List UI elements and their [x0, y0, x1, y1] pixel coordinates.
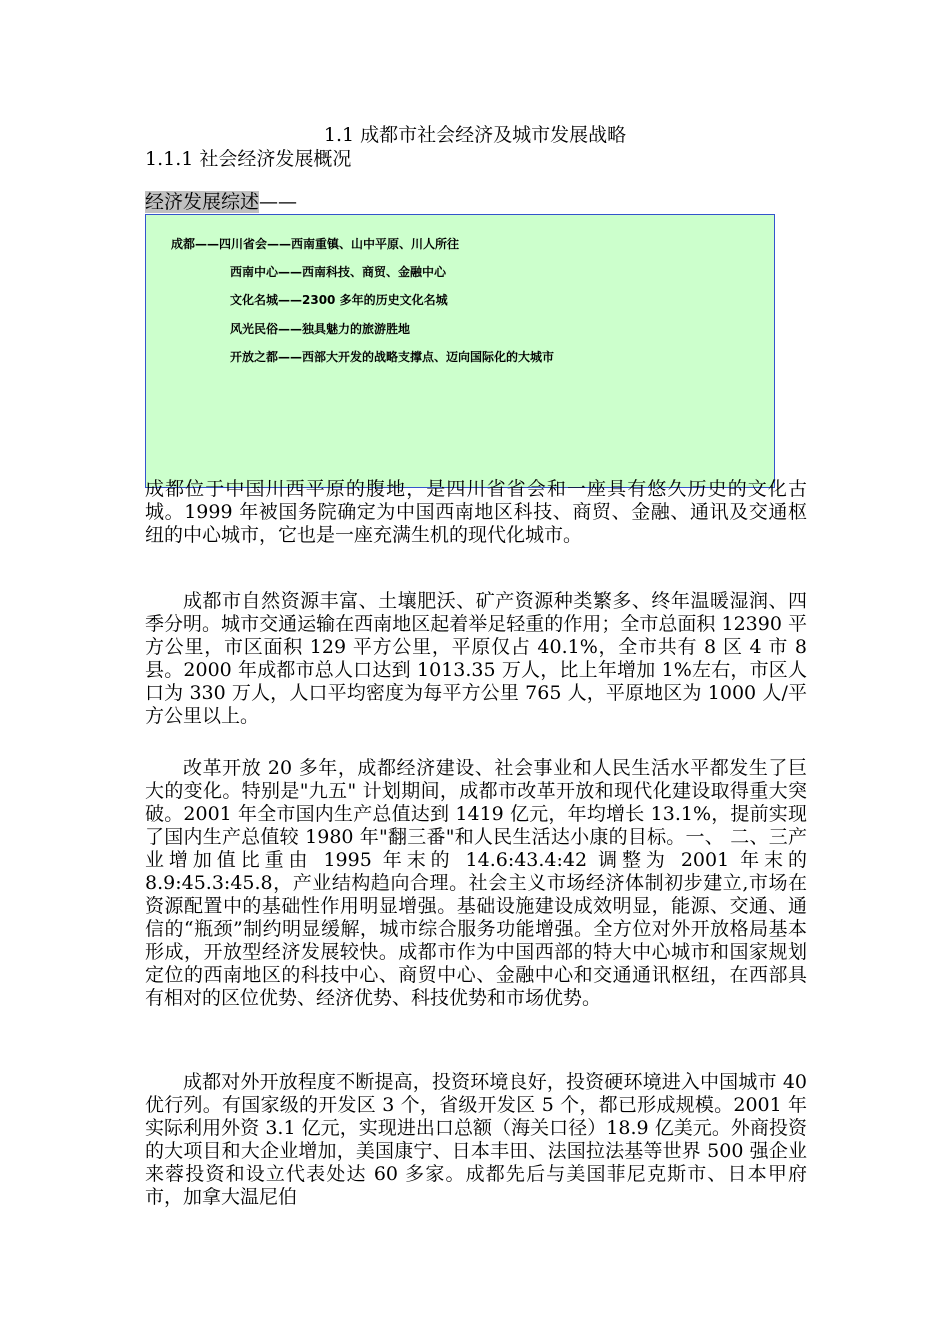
summary-line: 风光民俗——独具魅力的旅游胜地 [230, 322, 411, 336]
summary-box [145, 214, 775, 488]
summary-line: 西南中心——西南科技、商贸、金融中心 [230, 265, 447, 279]
summary-line: 开放之都——西部大开发的战略支撑点、迈向国际化的大城市 [230, 350, 555, 364]
section-label [145, 190, 297, 214]
paragraph: 成都市自然资源丰富、土壤肥沃、矿产资源种类繁多、终年温暖湿润、四季分明。城市交通运输在西南地区起着举足轻重的作用；全市总面积 12390 平方公里，市区面积 129 平方公里，平原仅占 40.1%，全市共有 8 区 4 市 8 县。2000 年成都市总人口达到 1013.35 万人，比上年增加 1%左右，市区人口为 330 万人，人口平均密度为每平方公里 765 人，平原地区为 1000 人/平方公里以上。 [145, 590, 807, 727]
paragraph: 成都位于中国川西平原的腹地，是四川省省会和一座具有悠久历史的文化古城。1999 年被国务院确定为中国西南地区科技、商贸、金融、通讯及交通枢纽的中心城市，它也是一座充满生机的现代化城市。 [145, 478, 807, 546]
page-title: 1.1 成都市社会经济及城市发展战略 [323, 124, 627, 146]
section-label-dash: —— [259, 191, 298, 213]
section-label-highlight: 经济发展综述 [145, 191, 260, 213]
paragraph: 改革开放 20 多年，成都经济建设、社会事业和人民生活水平都发生了巨大的变化。特别是"九五" 计划期间，成都市改革开放和现代化建设取得重大突破。2001 年全市国内生产总值达到 1419 亿元，年均增长 13.1%，提前实现了国内生产总值较 1980 年"翻三番"和人民生活达小康的目标。一、 二、三产业增加值比重由 1995 年末的 14.6:43.4:42 调整为 2001 年末的 8.9:45.3:45.8，产业结构趋向合理。社会主义市场经济体制初步建立,市场在资源配置中的基础性作用明显增强。基础设施建设成效明显，能源、交通、通信的“瓶颈”制约明显缓解，城市综合服务功能增强。全方位对外开放格局基本形成，开放型经济发展较快。成都市作为中国西部的特大中心城市和国家规划定位的西南地区的科技中心、商贸中心、金融中心和交通通讯枢纽，在西部具有相对的区位优势、经济优势、科技优势和市场优势。 [145, 757, 807, 1009]
section-subtitle: 1.1.1 社会经济发展概况 [145, 148, 352, 170]
paragraph: 成都对外开放程度不断提高，投资环境良好，投资硬环境进入中国城市 40 优行列。有国家级的开发区 3 个，省级开发区 5 个，都已形成规模。2001 年实际利用外资 3.1 亿元，实现进出口总额（海关口径）18.9 亿美元。外商投资的大项目和大企业增加，美国康宁、日本丰田、法国拉法基等世界 500 强企业来蓉投资和设立代表处达 60 多家。成都先后与美国菲尼克斯市、日本甲府市，加拿大温尼伯 [145, 1071, 807, 1208]
summary-line: 文化名城——2300 多年的历史文化名城 [230, 293, 448, 307]
summary-line: 成都——四川省会——西南重镇、山中平原、川人所往 [171, 237, 460, 251]
